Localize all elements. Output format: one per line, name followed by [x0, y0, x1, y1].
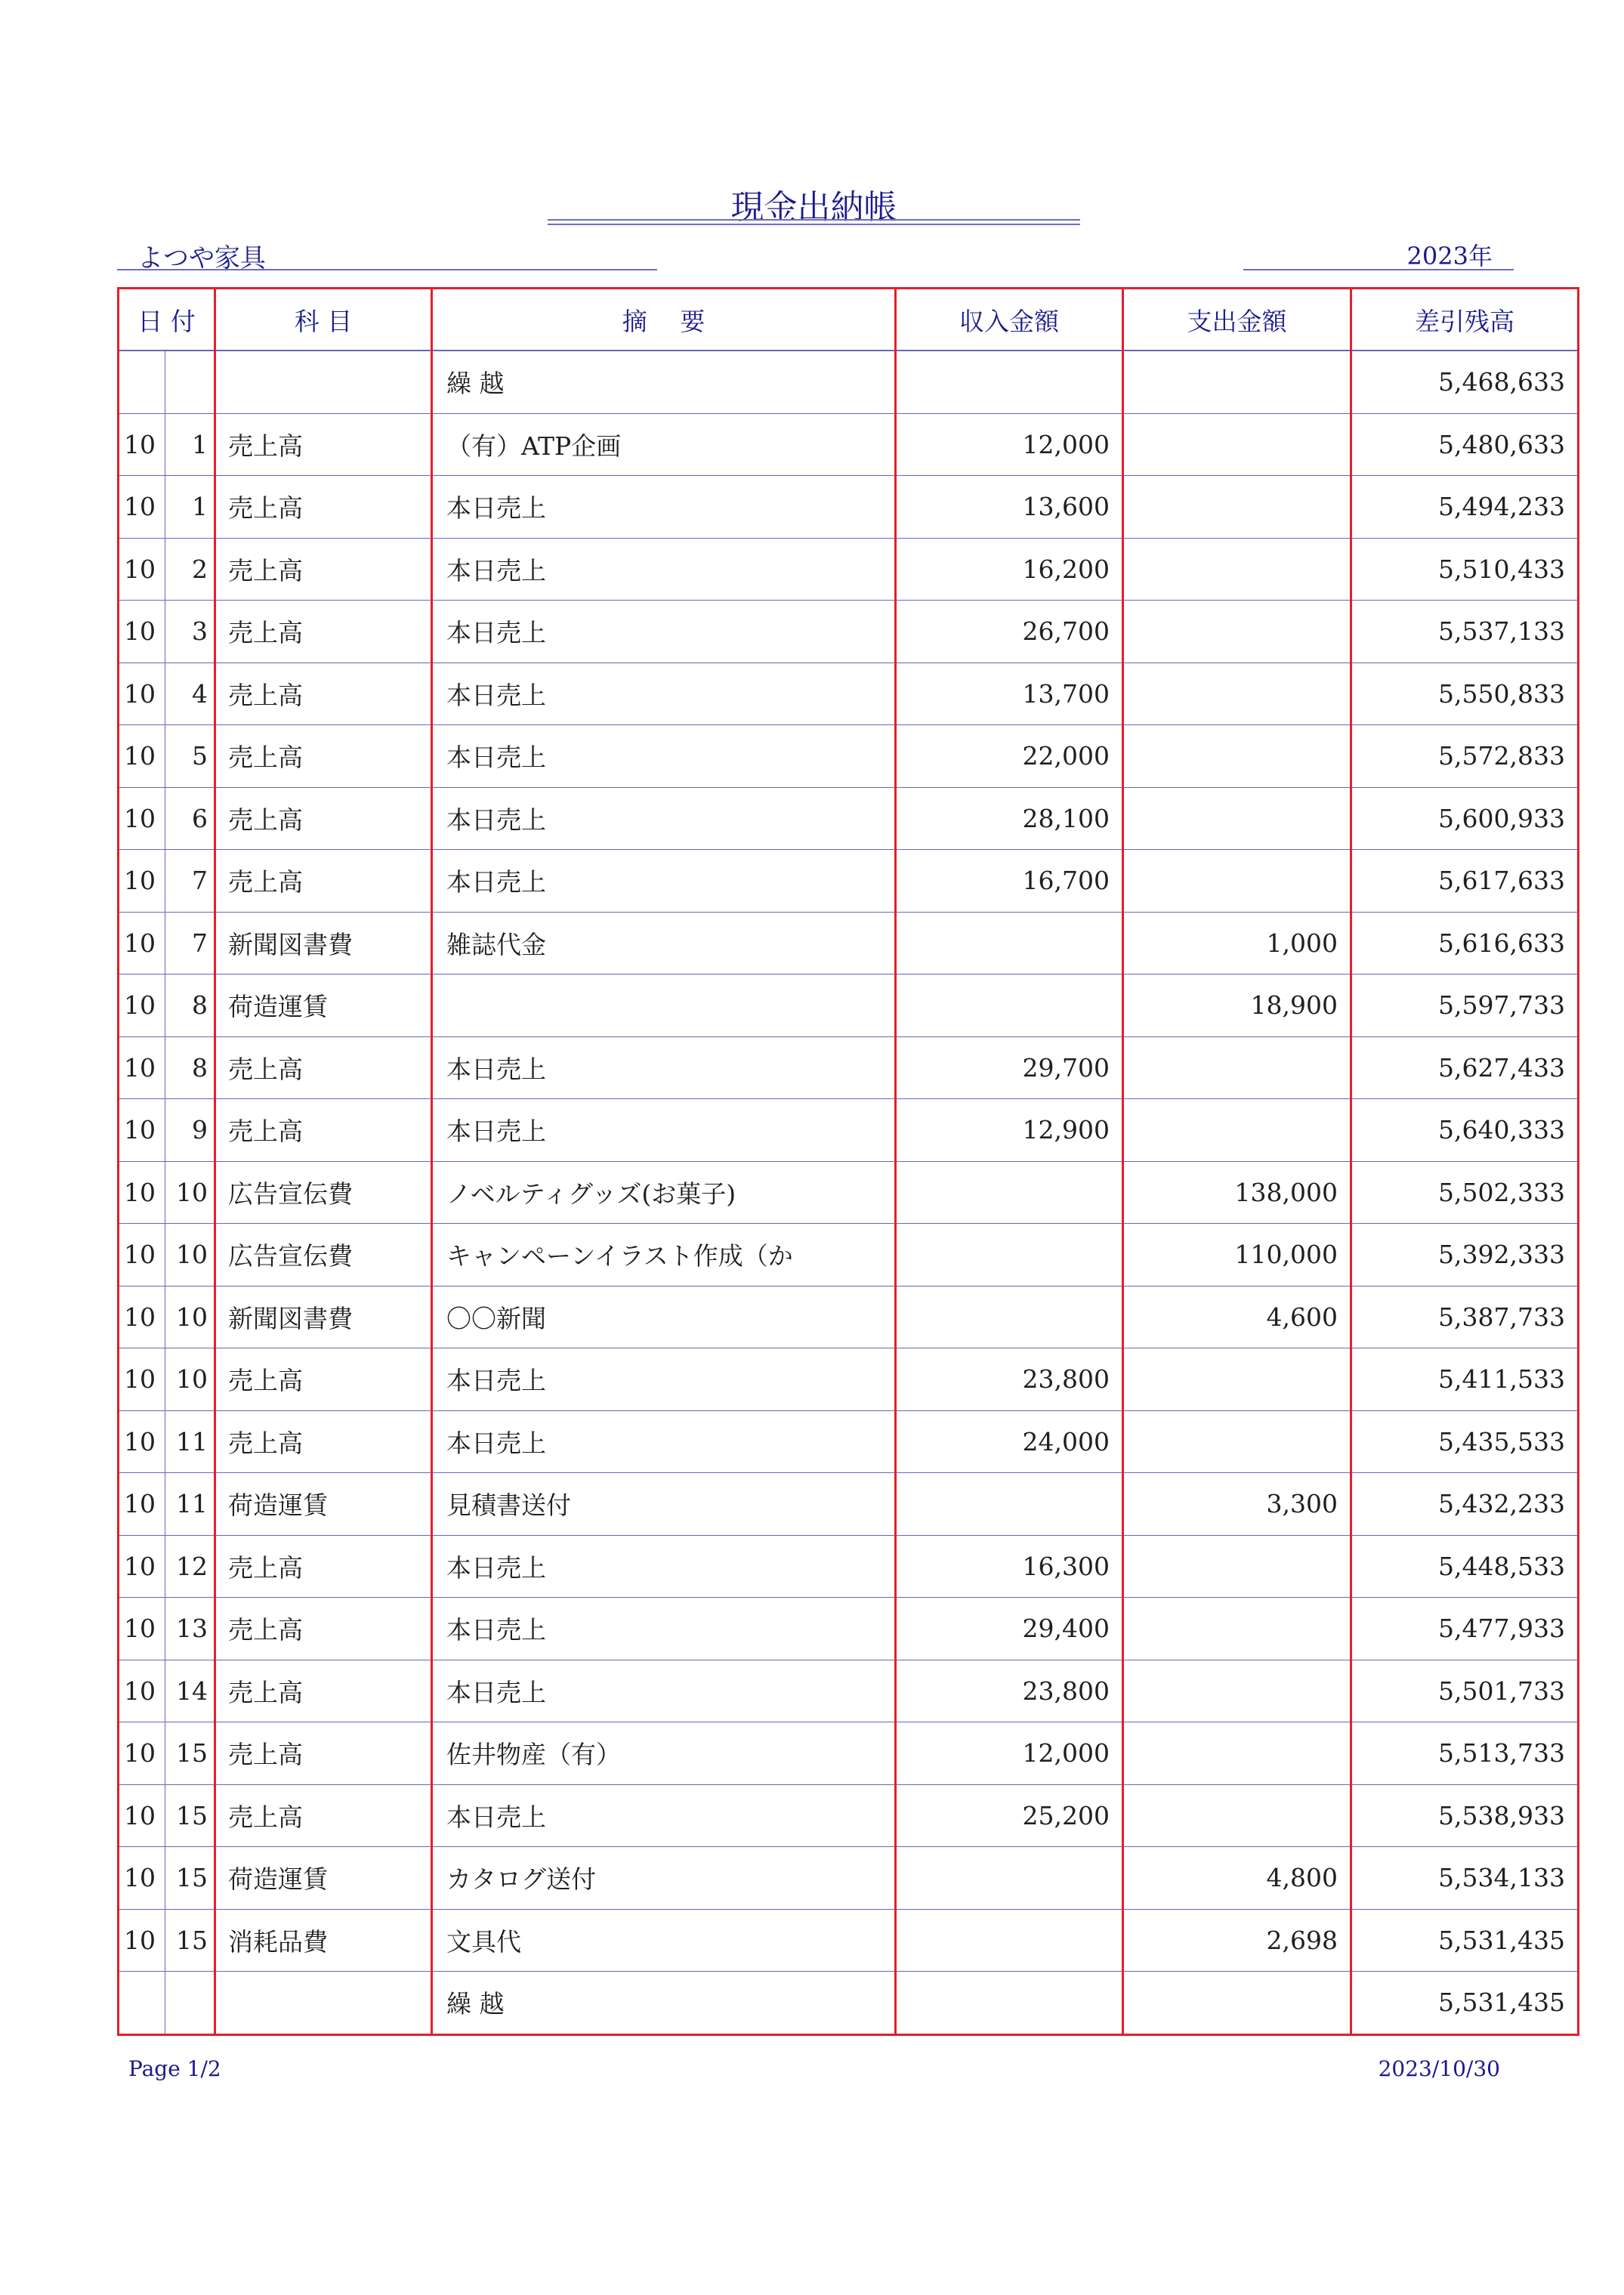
table-row	[119, 1660, 1579, 1722]
cell-description: 本日売上	[432, 538, 896, 601]
cell-income: 28,100	[896, 787, 1123, 850]
cell-balance: 5,432,233	[1351, 1473, 1579, 1536]
cell-balance: 5,411,533	[1351, 1348, 1579, 1411]
cell-income	[896, 1972, 1123, 2035]
cell-day: 7	[165, 850, 215, 913]
company-name: よつや家具	[137, 243, 266, 273]
cell-income	[896, 351, 1123, 413]
cell-balance: 5,572,833	[1351, 725, 1579, 788]
cell-account: 荷造運賃	[215, 1847, 432, 1910]
cell-day: 15	[165, 1784, 215, 1847]
cell-month: 10	[119, 1473, 165, 1536]
cell-day: 8	[165, 975, 215, 1037]
cell-month	[119, 351, 165, 413]
year-underline	[1243, 269, 1514, 270]
table-row	[119, 850, 1579, 913]
cell-month: 10	[119, 601, 165, 663]
company-underline	[117, 269, 657, 270]
cell-day: 2	[165, 538, 215, 601]
page-number: Page 1/2	[128, 2056, 221, 2081]
cell-account: 売上高	[215, 850, 432, 913]
cell-balance: 5,550,833	[1351, 663, 1579, 725]
cell-expense	[1123, 1099, 1351, 1162]
table-row	[119, 1161, 1579, 1224]
cell-expense	[1123, 413, 1351, 476]
cell-balance: 5,387,733	[1351, 1286, 1579, 1348]
cell-day: 11	[165, 1410, 215, 1473]
cell-description: 本日売上	[432, 1099, 896, 1162]
cell-balance: 5,392,333	[1351, 1224, 1579, 1286]
cell-description: 本日売上	[432, 1784, 896, 1847]
cell-description: 本日売上	[432, 601, 896, 663]
cell-description: 見積書送付	[432, 1473, 896, 1536]
cell-balance: 5,531,435	[1351, 1972, 1579, 2035]
cell-expense	[1123, 1972, 1351, 2035]
cell-month: 10	[119, 1535, 165, 1598]
cell-income: 26,700	[896, 601, 1123, 663]
cell-account: 売上高	[215, 413, 432, 476]
cell-income: 16,300	[896, 1535, 1123, 1598]
cell-month: 10	[119, 663, 165, 725]
cell-expense: 2,698	[1123, 1909, 1351, 1972]
cell-month: 10	[119, 1099, 165, 1162]
table-row	[119, 1224, 1579, 1286]
cell-balance: 5,448,533	[1351, 1535, 1579, 1598]
table-row	[119, 1784, 1579, 1847]
table-row	[119, 1286, 1579, 1348]
cell-balance: 5,435,533	[1351, 1410, 1579, 1473]
cell-expense	[1123, 476, 1351, 539]
cell-description: 雑誌代金	[432, 912, 896, 975]
cell-month: 10	[119, 1598, 165, 1660]
table-row	[119, 1909, 1579, 1972]
cell-income	[896, 912, 1123, 975]
cell-expense	[1123, 1784, 1351, 1847]
cell-balance: 5,597,733	[1351, 975, 1579, 1037]
cell-description: 本日売上	[432, 1036, 896, 1099]
cell-description: 佐井物産（有）	[432, 1722, 896, 1785]
cell-account: 売上高	[215, 787, 432, 850]
cell-expense	[1123, 1598, 1351, 1660]
cell-description: 本日売上	[432, 725, 896, 788]
cell-expense	[1123, 1410, 1351, 1473]
header-income: 収入金額	[896, 289, 1123, 351]
table-row	[119, 538, 1579, 601]
cell-income	[896, 1473, 1123, 1536]
cell-day: 4	[165, 663, 215, 725]
header-date: 日 付	[119, 289, 215, 351]
table-row	[119, 1722, 1579, 1785]
table-row	[119, 1410, 1579, 1473]
cell-description: キャンペーンイラスト作成（か	[432, 1224, 896, 1286]
cell-expense	[1123, 1348, 1351, 1411]
cell-account: 売上高	[215, 1722, 432, 1785]
cell-balance: 5,513,733	[1351, 1722, 1579, 1785]
cell-description: カタログ送付	[432, 1847, 896, 1910]
cell-account: 売上高	[215, 1535, 432, 1598]
cell-balance: 5,468,633	[1351, 351, 1579, 413]
cell-month: 10	[119, 538, 165, 601]
table-row	[119, 1348, 1579, 1411]
cell-expense	[1123, 663, 1351, 725]
table-row	[119, 663, 1579, 725]
cell-month: 10	[119, 912, 165, 975]
cell-day: 15	[165, 1909, 215, 1972]
table-row	[119, 787, 1579, 850]
print-date: 2023/10/30	[1378, 2056, 1500, 2081]
cell-balance: 5,538,933	[1351, 1784, 1579, 1847]
cell-expense: 138,000	[1123, 1161, 1351, 1224]
cell-day: 13	[165, 1598, 215, 1660]
cell-description: 文具代	[432, 1909, 896, 1972]
cell-day: 3	[165, 601, 215, 663]
cell-income: 24,000	[896, 1410, 1123, 1473]
cell-income: 16,700	[896, 850, 1123, 913]
cell-account: 売上高	[215, 538, 432, 601]
table-row	[119, 601, 1579, 663]
cell-description: （有）ATP企画	[432, 413, 896, 476]
cell-month: 10	[119, 1161, 165, 1224]
cell-expense	[1123, 1660, 1351, 1722]
cell-account: 広告宣伝費	[215, 1161, 432, 1224]
cell-income	[896, 1909, 1123, 1972]
cell-account: 売上高	[215, 476, 432, 539]
cell-balance: 5,537,133	[1351, 601, 1579, 663]
cell-balance: 5,477,933	[1351, 1598, 1579, 1660]
cell-income: 23,800	[896, 1348, 1123, 1411]
cell-month: 10	[119, 476, 165, 539]
table-row	[119, 1972, 1579, 2035]
cell-month: 10	[119, 975, 165, 1037]
cell-account: 売上高	[215, 601, 432, 663]
cell-balance: 5,480,633	[1351, 413, 1579, 476]
cell-account	[215, 1972, 432, 2035]
cell-account: 売上高	[215, 1348, 432, 1411]
table-row	[119, 975, 1579, 1037]
cell-month: 10	[119, 850, 165, 913]
header-expense: 支出金額	[1123, 289, 1351, 351]
table-row	[119, 1036, 1579, 1099]
cell-expense	[1123, 351, 1351, 413]
cell-account: 売上高	[215, 663, 432, 725]
table-row	[119, 351, 1579, 413]
cell-account: 売上高	[215, 1036, 432, 1099]
table-row	[119, 1473, 1579, 1536]
cell-description: 本日売上	[432, 476, 896, 539]
cell-description: 本日売上	[432, 1410, 896, 1473]
cell-description: 本日売上	[432, 1348, 896, 1411]
cell-day	[165, 1972, 215, 2035]
cell-balance: 5,627,433	[1351, 1036, 1579, 1099]
cell-day: 10	[165, 1348, 215, 1411]
cell-month: 10	[119, 1224, 165, 1286]
cell-expense	[1123, 850, 1351, 913]
cell-income	[896, 975, 1123, 1037]
cell-expense: 18,900	[1123, 975, 1351, 1037]
cell-expense	[1123, 538, 1351, 601]
cell-income: 29,700	[896, 1036, 1123, 1099]
table-row	[119, 1847, 1579, 1910]
table-row	[119, 912, 1579, 975]
cell-day: 9	[165, 1099, 215, 1162]
cell-balance: 5,616,633	[1351, 912, 1579, 975]
cell-day: 6	[165, 787, 215, 850]
cell-description: 本日売上	[432, 1598, 896, 1660]
cell-income: 13,700	[896, 663, 1123, 725]
cell-account: 荷造運賃	[215, 1473, 432, 1536]
cell-income: 22,000	[896, 725, 1123, 788]
cell-description	[432, 975, 896, 1037]
cell-income	[896, 1847, 1123, 1910]
header-account: 科 目	[215, 289, 432, 351]
cell-expense	[1123, 787, 1351, 850]
cell-account: 消耗品費	[215, 1909, 432, 1972]
cell-day: 7	[165, 912, 215, 975]
cell-description: 本日売上	[432, 787, 896, 850]
cell-day: 11	[165, 1473, 215, 1536]
table-row	[119, 1535, 1579, 1598]
cell-income: 12,000	[896, 1722, 1123, 1785]
cell-day: 10	[165, 1224, 215, 1286]
cell-description: 本日売上	[432, 1535, 896, 1598]
cell-month: 10	[119, 1286, 165, 1348]
header-balance: 差引残高	[1351, 289, 1579, 351]
cell-expense: 1,000	[1123, 912, 1351, 975]
cell-description: 〇〇新聞	[432, 1286, 896, 1348]
cell-account: 売上高	[215, 725, 432, 788]
cell-income: 12,900	[896, 1099, 1123, 1162]
cell-account: 売上高	[215, 1598, 432, 1660]
cell-expense	[1123, 1535, 1351, 1598]
ledger-body	[119, 351, 1579, 2034]
cell-month	[119, 1972, 165, 2035]
cell-income	[896, 1286, 1123, 1348]
cell-day: 5	[165, 725, 215, 788]
title-underline	[548, 219, 1080, 225]
table-row	[119, 413, 1579, 476]
cell-expense: 4,800	[1123, 1847, 1351, 1910]
year-label: 2023年	[1406, 242, 1493, 270]
cell-description: 繰 越	[432, 351, 896, 413]
cell-account: 売上高	[215, 1784, 432, 1847]
cell-month: 10	[119, 725, 165, 788]
cell-income: 25,200	[896, 1784, 1123, 1847]
cell-day: 1	[165, 413, 215, 476]
cell-income: 12,000	[896, 413, 1123, 476]
cell-description: 本日売上	[432, 663, 896, 725]
cell-day: 1	[165, 476, 215, 539]
cell-day: 14	[165, 1660, 215, 1722]
cell-month: 10	[119, 787, 165, 850]
cell-expense	[1123, 725, 1351, 788]
cell-day: 10	[165, 1286, 215, 1348]
cell-day: 15	[165, 1722, 215, 1785]
cell-balance: 5,502,333	[1351, 1161, 1579, 1224]
cell-account: 新聞図書費	[215, 912, 432, 975]
cell-day: 8	[165, 1036, 215, 1099]
cell-day: 15	[165, 1847, 215, 1910]
cell-account: 広告宣伝費	[215, 1224, 432, 1286]
cell-description: 繰 越	[432, 1972, 896, 2035]
cell-account	[215, 351, 432, 413]
cell-day: 12	[165, 1535, 215, 1598]
cell-account: 荷造運賃	[215, 975, 432, 1037]
cell-balance: 5,617,633	[1351, 850, 1579, 913]
cell-income: 16,200	[896, 538, 1123, 601]
table-row	[119, 725, 1579, 788]
cell-account: 売上高	[215, 1099, 432, 1162]
cell-account: 売上高	[215, 1660, 432, 1722]
cell-balance: 5,494,233	[1351, 476, 1579, 539]
cell-income: 23,800	[896, 1660, 1123, 1722]
cell-month: 10	[119, 413, 165, 476]
cell-description: 本日売上	[432, 850, 896, 913]
table-row	[119, 1099, 1579, 1162]
cell-account: 新聞図書費	[215, 1286, 432, 1348]
cell-month: 10	[119, 1784, 165, 1847]
cell-balance: 5,600,933	[1351, 787, 1579, 850]
cell-income	[896, 1161, 1123, 1224]
cell-month: 10	[119, 1909, 165, 1972]
cell-income: 13,600	[896, 476, 1123, 539]
page-title: 現金出納帳	[730, 188, 897, 227]
cell-month: 10	[119, 1660, 165, 1722]
cell-month: 10	[119, 1722, 165, 1785]
cell-description: 本日売上	[432, 1660, 896, 1722]
cell-expense	[1123, 601, 1351, 663]
table-row	[119, 476, 1579, 539]
cell-month: 10	[119, 1348, 165, 1411]
cell-balance: 5,640,333	[1351, 1099, 1579, 1162]
cell-balance: 5,534,133	[1351, 1847, 1579, 1910]
cell-expense: 110,000	[1123, 1224, 1351, 1286]
cell-balance: 5,531,435	[1351, 1909, 1579, 1972]
cell-description: ノベルティグッズ(お菓子)	[432, 1161, 896, 1224]
cell-day: 10	[165, 1161, 215, 1224]
cell-month: 10	[119, 1036, 165, 1099]
cell-balance: 5,501,733	[1351, 1660, 1579, 1722]
table-row	[119, 1598, 1579, 1660]
cell-balance: 5,510,433	[1351, 538, 1579, 601]
cell-income	[896, 1224, 1123, 1286]
header-description: 摘 要	[432, 289, 896, 351]
cell-expense	[1123, 1722, 1351, 1785]
cell-month: 10	[119, 1410, 165, 1473]
cell-income: 29,400	[896, 1598, 1123, 1660]
cell-expense: 3,300	[1123, 1473, 1351, 1536]
cash-ledger-table	[117, 287, 1579, 2036]
cell-expense: 4,600	[1123, 1286, 1351, 1348]
cell-month: 10	[119, 1847, 165, 1910]
cell-account: 売上高	[215, 1410, 432, 1473]
cell-expense	[1123, 1036, 1351, 1099]
table-header-row	[119, 289, 1579, 351]
cell-day	[165, 351, 215, 413]
